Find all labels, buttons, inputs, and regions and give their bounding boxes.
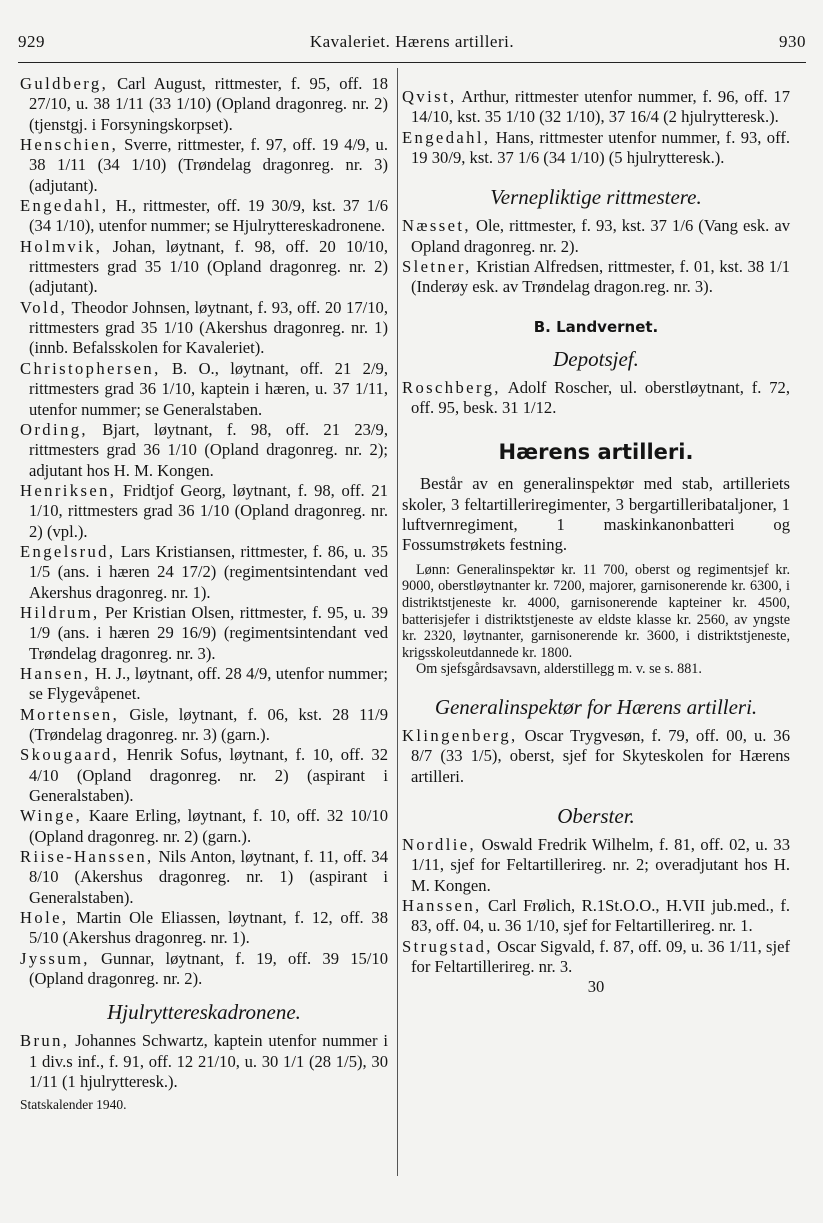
entry-surname: Sletner, [402, 257, 472, 277]
personnel-entry [20, 542, 388, 603]
page-number-right: 930 [779, 32, 806, 51]
entry-surname: Næsset, [402, 216, 471, 236]
salary-note [402, 562, 790, 678]
personnel-entry [402, 257, 790, 298]
entry-details: Ole, rittmester, f. 93, kst. 37 1/6 (Vang esk. av Opland dragonreg. nr. 2). [411, 216, 790, 256]
right-entries-top [402, 87, 790, 168]
personnel-entry [20, 237, 388, 298]
personnel-entry [402, 726, 790, 787]
entry-surname: Mortensen, [20, 704, 120, 724]
personnel-entry [20, 1031, 388, 1092]
entry-surname: Vold, [20, 297, 68, 317]
entry-details: Per Kristian Olsen, rittmester, f. 95, u. 39 1/9 (ans. i hæren 29 16/9) (regimentsintendant ved Trøndelag dragonreg. nr. 3). [29, 602, 388, 663]
personnel-entry [402, 87, 790, 128]
personnel-entry [20, 664, 388, 705]
section-heading-vernepliktige: Vernepliktige rittmestere. [490, 185, 702, 210]
personnel-entry [20, 847, 388, 908]
entry-details: H., rittmester, off. 19 30/9, kst. 37 1/6 (34 1/10), utenfor nummer; se Hjulryttereskadronene. [29, 196, 388, 236]
page-header [18, 32, 806, 62]
entry-details: Fridtjof Georg, løytnant, f. 98, off. 21 1/10, rittmesters grad 36 1/10 (Opland dragonreg. nr. 2) (vpl.). [29, 480, 388, 541]
entry-surname: Christophersen, [20, 358, 161, 378]
entry-details: Gunnar, løytnant, f. 19, off. 39 15/10 (Opland dragonreg. nr. 2). [29, 948, 388, 989]
entry-details: Henrik Sofus, løytnant, f. 10, off. 32 4/10 (Opland dragonreg. nr. 2) (aspirant i Generalstaben). [29, 745, 388, 806]
salary-paragraph: Lønn: Generalinspektør kr. 11 700, oberst og regimentsjef kr. 9000, oberstløytnanter kr. 7200, majorer, garnisonerende kr. 6300, i distriktstjeneste kr. 4000, garnisonerende kapteiner kr. 4500, batterisjefer i distriktstjeneste av eldste klasse kr. 2560, av yngste kr. 2320, løytnanter, garnisonerende kr. 3600, i distriktstjeneste, krigsskoleutdannede kr. 1800. [402, 561, 790, 661]
personnel-entry [402, 835, 790, 896]
right-column [402, 87, 790, 998]
personnel-entry [20, 196, 388, 237]
personnel-entry [402, 216, 790, 257]
personnel-entry [20, 298, 388, 359]
personnel-entry [20, 359, 388, 420]
entry-surname: Strugstad, [402, 936, 493, 956]
entry-details: Theodor Johnsen, løytnant, f. 93, off. 20 17/10, rittmesters grad 35 1/10 (Akershus dragonreg. nr. 1) (innb. Befalsskolen for Kavaleriet). [29, 297, 388, 358]
entry-surname: Nordlie, [402, 835, 477, 854]
entry-details: Martin Ole Eliassen, løytnant, f. 12, off. 38 5/10 (Akershus dragonreg. nr. 1). [29, 908, 388, 948]
section-heading-hjulrytter: Hjulryttereskadronene. [107, 1000, 301, 1025]
entry-details: Kaare Erling, løytnant, f. 10, off. 32 10/10 (Opland dragonreg. nr. 2) (garn.). [29, 806, 388, 846]
entry-surname: Henriksen, [20, 480, 117, 500]
left-entries [20, 74, 388, 989]
running-title: Kavaleriet. Hærens artilleri. [309, 32, 515, 51]
entry-details: B. O., løytnant, off. 21 2/9, rittmesters grad 36 1/10, kaptein i hæren, u. 37 1/11, utenfor nummer; se Generalstaben. [29, 358, 388, 419]
footer-statskalender: Statskalender 1940. [20, 1096, 127, 1112]
entry-surname: Klingenberg, [402, 725, 518, 745]
header-rule [18, 62, 806, 63]
entry-surname: Winge, [20, 806, 83, 826]
entry-details: H. J., løytnant, off. 28 4/9, utenfor nummer; se Flygevåpenet. [29, 663, 388, 704]
entry-surname: Hole, [20, 908, 69, 928]
entry-details: Carl August, rittmester, f. 95, off. 18 27/10, u. 38 1/11 (33 1/10) (Opland dragonreg. nr. 2) (tjenstgj. i Forsyningskorpset). [29, 74, 388, 134]
entry-surname: Guldberg, [20, 74, 109, 93]
section-heading-depotsjef: Depotsjef. [553, 346, 639, 371]
entry-details: Gisle, løytnant, f. 06, kst. 28 11/9 (Trøndelag dragonreg. nr. 3) (garn.). [29, 704, 388, 744]
footer-page-number: 30 [587, 977, 605, 997]
right-section5-entries [402, 835, 790, 977]
entry-details: Oswald Fredrik Wilhelm, f. 81, off. 02, u. 33 1/11, sjef for Feltartillerireg. nr. 2; overadjutant hos H. M. Kongen. [411, 835, 790, 895]
right-section3-entries [402, 378, 790, 419]
right-section1-entries [402, 216, 790, 297]
entry-surname: Henschien, [20, 135, 119, 155]
heading-haerens-artilleri: Hærens artilleri. [498, 440, 694, 465]
entry-surname: Engelsrud, [20, 541, 116, 561]
entry-details: Lars Kristiansen, rittmester, f. 86, u. 35 1/5 (ans. i hæren 24 17/2) (regimentsintendant ved Akershus dragonreg. nr. 1). [29, 541, 388, 602]
entry-details: Nils Anton, løytnant, f. 11, off. 34 8/10 (Akershus dragonreg. nr. 1) (aspirant i Generalstaben). [29, 847, 388, 907]
personnel-entry [20, 745, 388, 806]
intro-paragraph: Består av en generalinspektør med stab, artilleriets skoler, 3 feltartilleriregimenter, 3 bergartilleribataljoner, 1 luftvernregiment, 1 maskinkanonbatteri og Fossumstrøkets festning. [402, 474, 790, 555]
left-column [20, 74, 388, 1115]
personnel-entry [402, 937, 790, 978]
page-number-left: 929 [18, 32, 45, 51]
entry-surname: Jyssum, [20, 948, 90, 968]
entry-surname: Skougaard, [20, 745, 120, 765]
personnel-entry [402, 378, 790, 419]
salary-reference: Om sjefsgårdsavsavn, alderstillegg m. v. se s. 881. [416, 661, 702, 678]
entry-details: Adolf Roscher, ul. oberstløytnant, f. 72, off. 95, besk. 31 1/12. [411, 377, 790, 418]
entry-details: Johan, løytnant, f. 98, off. 20 10/10, rittmesters grad 35 1/10 (Opland dragonreg. nr. 2) (adjutant). [29, 236, 388, 297]
entry-details: Kristian Alfredsen, rittmester, f. 01, kst. 38 1/1 (Inderøy esk. av Trøndelag dragon.reg. nr. 3). [411, 257, 790, 297]
entry-details: Oscar Trygvesøn, f. 79, off. 00, u. 36 8/7 (33 1/5), oberst, sjef for Skyteskolen for Hærens artilleri. [411, 725, 790, 786]
personnel-entry [20, 603, 388, 664]
entry-surname: Hildrum, [20, 602, 100, 622]
entry-details: Oscar Sigvald, f. 87, off. 09, u. 36 1/11, sjef for Feltartillerireg. nr. 3. [411, 936, 790, 977]
column-divider [397, 68, 398, 1176]
entry-details: Sverre, rittmester, f. 97, off. 19 4/9, u. 38 1/11 (34 1/10) (Trøndelag dragonreg. nr. 3) (adjutant). [29, 135, 388, 195]
personnel-entry [20, 949, 388, 990]
entry-surname: Holmvik, [20, 236, 103, 256]
entry-surname: Qvist, [402, 87, 457, 106]
personnel-entry [20, 135, 388, 196]
entry-surname: Riise-Hanssen, [20, 847, 154, 867]
section-heading-generalinspektor: Generalinspektør for Hærens artilleri. [434, 694, 758, 719]
right-section4-entries [402, 726, 790, 787]
personnel-entry [20, 481, 388, 542]
section-heading-oberster: Oberster. [557, 804, 635, 828]
entry-details: Carl Frølich, R.1St.O.O., H.VII jub.med., f. 83, off. 04, u. 36 1/10, sjef for Feltartillerireg. nr. 1. [411, 896, 790, 936]
entry-details: Johannes Schwartz, kaptein utenfor nummer i 1 div.s inf., f. 91, off. 12 21/10, u. 30 1/1 (28 1/5), 30 1/11 (1 hjulrytteresk.). [29, 1031, 388, 1092]
entry-details: Bjart, løytnant, f. 98, off. 21 23/9, rittmesters grad 36 1/10 (Opland dragonreg. nr. 2); adjutant hos H. M. Kongen. [29, 419, 388, 480]
entry-surname: Brun, [20, 1031, 70, 1051]
entry-surname: Hanssen, [402, 896, 482, 916]
entry-details: Arthur, rittmester utenfor nummer, f. 96, off. 17 14/10, kst. 35 1/10 (32 1/10), 37 16/4 (2 hjulrytteresk.). [411, 87, 790, 127]
entry-surname: Ording, [20, 419, 88, 439]
personnel-entry [402, 896, 790, 937]
personnel-entry [402, 128, 790, 169]
entry-surname: Engedahl, [20, 196, 109, 216]
entry-surname: Roschberg, [402, 377, 501, 397]
personnel-entry [20, 806, 388, 847]
personnel-entry [20, 420, 388, 481]
section-heading-landvernet: B. Landvernet. [533, 317, 659, 336]
entry-surname: Engedahl, [402, 127, 491, 147]
entry-surname: Hansen, [20, 663, 91, 683]
personnel-entry [20, 705, 388, 746]
personnel-entry [20, 908, 388, 949]
left-section-entries [20, 1031, 388, 1092]
personnel-entry [20, 74, 388, 135]
entry-details: Hans, rittmester utenfor nummer, f. 93, off. 19 30/9, kst. 37 1/6 (34 1/10) (5 hjulrytteresk.). [411, 127, 790, 168]
